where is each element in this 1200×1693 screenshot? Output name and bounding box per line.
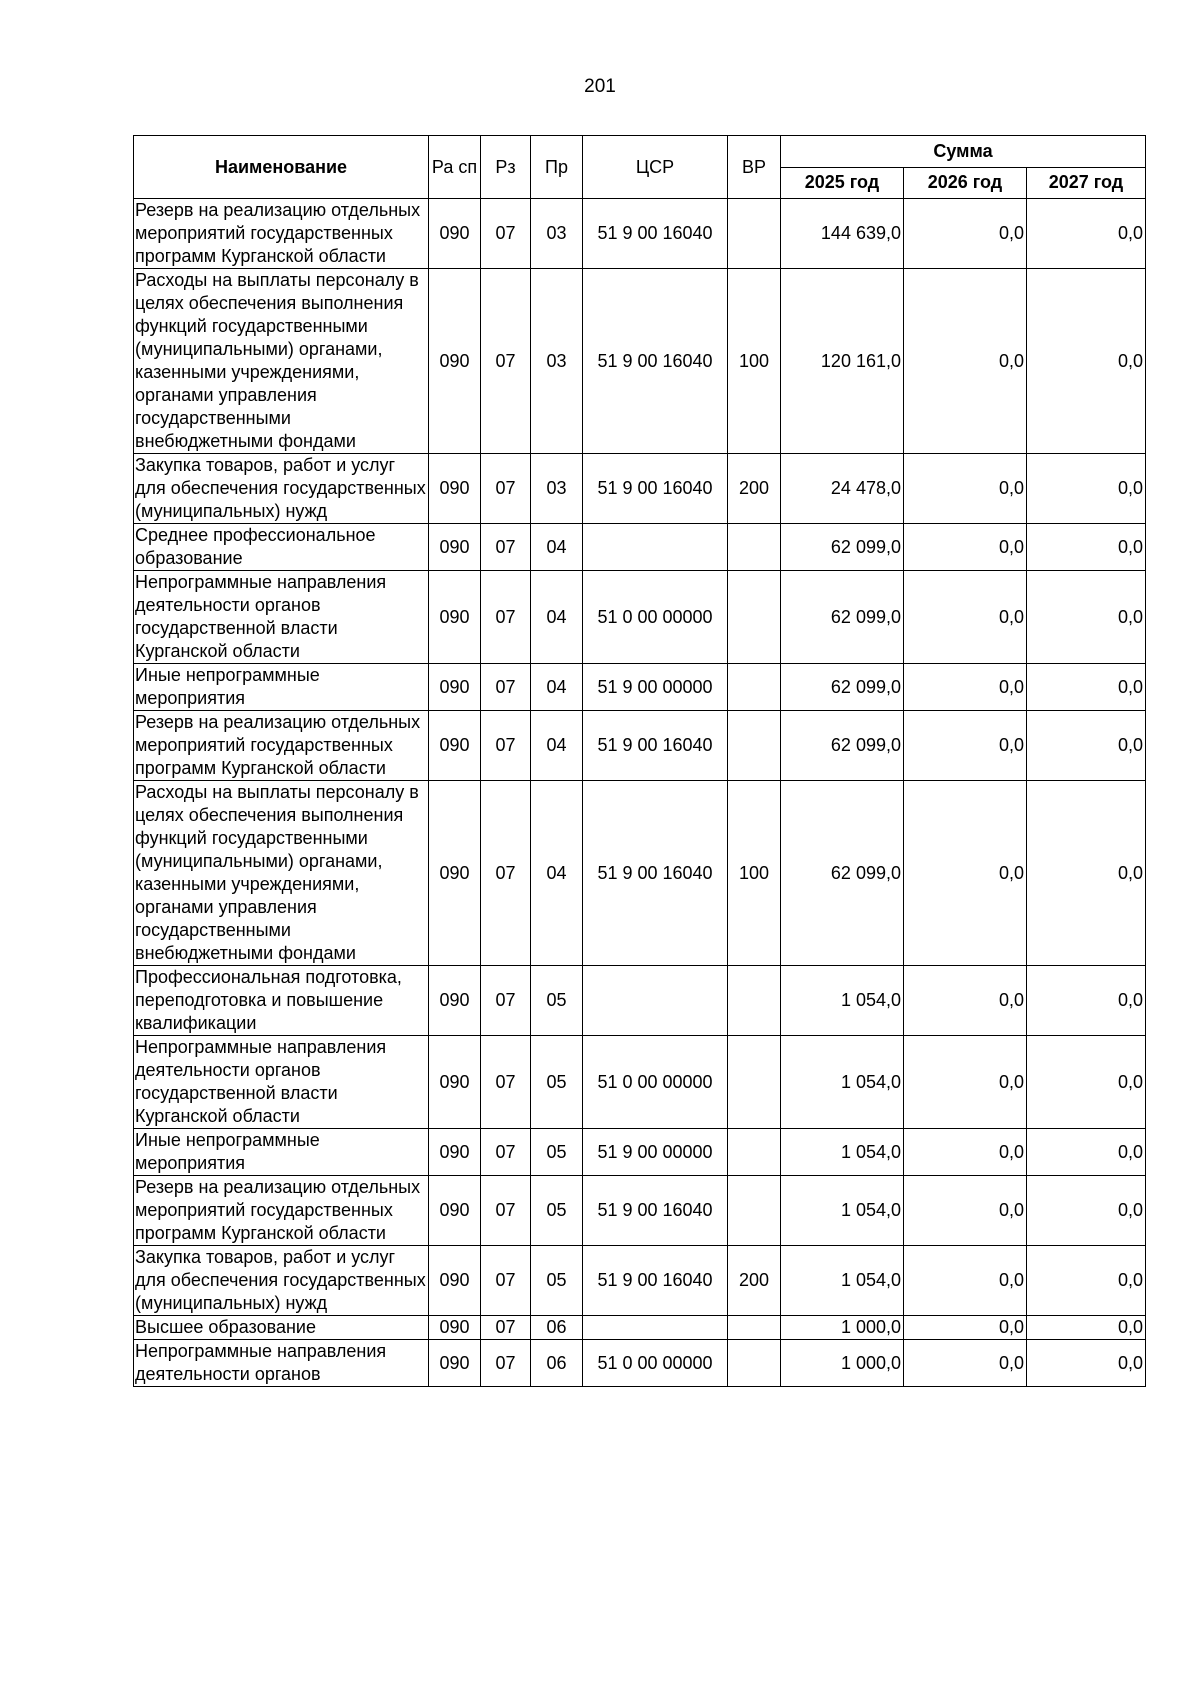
cell-sum-2025: 24 478,0 [781,454,904,524]
cell-sum-2027: 0,0 [1027,711,1146,781]
cell-sum-2027: 0,0 [1027,1036,1146,1129]
cell-sum-2026: 0,0 [904,199,1027,269]
cell-rz: 07 [481,1036,531,1129]
cell-csr [583,524,728,571]
cell-csr [583,966,728,1036]
cell-csr: 51 9 00 16040 [583,199,728,269]
cell-rz: 07 [481,781,531,966]
cell-rasp: 090 [429,269,481,454]
header-sum: Сумма [781,136,1146,168]
cell-pr: 05 [531,1036,583,1129]
table-body [134,199,1146,1387]
cell-rz: 07 [481,1340,531,1387]
cell-sum-2026: 0,0 [904,1176,1027,1246]
cell-sum-2027: 0,0 [1027,454,1146,524]
table-row [134,571,1146,664]
cell-pr: 05 [531,1129,583,1176]
cell-csr: 51 9 00 16040 [583,269,728,454]
cell-vr: 100 [728,781,781,966]
cell-vr [728,1316,781,1340]
table-row [134,711,1146,781]
cell-name: Резерв на реализацию отдельных мероприятий государственных программ Курганской области [134,199,429,269]
cell-sum-2026: 0,0 [904,1036,1027,1129]
cell-sum-2027: 0,0 [1027,664,1146,711]
cell-sum-2027: 0,0 [1027,1129,1146,1176]
cell-vr: 100 [728,269,781,454]
cell-sum-2025: 1 000,0 [781,1340,904,1387]
cell-csr: 51 0 00 00000 [583,1340,728,1387]
cell-pr: 03 [531,269,583,454]
cell-pr: 04 [531,781,583,966]
cell-csr: 51 9 00 16040 [583,454,728,524]
cell-sum-2026: 0,0 [904,966,1027,1036]
cell-name: Иные непрограммные мероприятия [134,1129,429,1176]
cell-rz: 07 [481,524,531,571]
cell-vr [728,1036,781,1129]
cell-rasp: 090 [429,1316,481,1340]
cell-rz: 07 [481,1176,531,1246]
cell-name: Среднее профессиональное образование [134,524,429,571]
cell-sum-2026: 0,0 [904,524,1027,571]
cell-sum-2026: 0,0 [904,454,1027,524]
cell-sum-2027: 0,0 [1027,199,1146,269]
cell-sum-2025: 62 099,0 [781,781,904,966]
page-number: 201 [584,76,616,97]
cell-sum-2027: 0,0 [1027,781,1146,966]
cell-sum-2025: 62 099,0 [781,524,904,571]
cell-rasp: 090 [429,1340,481,1387]
cell-sum-2025: 1 054,0 [781,1176,904,1246]
cell-vr [728,1129,781,1176]
cell-name: Расходы на выплаты персоналу в целях обеспечения выполнения функций государственными (муниципальными) органами, казенными учреждениями, органами управления государственными внебюджетными фондами [134,781,429,966]
cell-sum-2026: 0,0 [904,571,1027,664]
cell-pr: 06 [531,1340,583,1387]
header-rz: Рз [481,136,531,199]
cell-sum-2026: 0,0 [904,781,1027,966]
cell-rasp: 090 [429,1036,481,1129]
table-row [134,781,1146,966]
cell-csr: 51 0 00 00000 [583,1036,728,1129]
cell-sum-2027: 0,0 [1027,1316,1146,1340]
cell-pr: 03 [531,199,583,269]
cell-name: Резерв на реализацию отдельных мероприятий государственных программ Курганской области [134,711,429,781]
header-name: Наименование [134,136,429,199]
cell-rasp: 090 [429,454,481,524]
cell-csr [583,1316,728,1340]
cell-rasp: 090 [429,1176,481,1246]
cell-sum-2025: 1 000,0 [781,1316,904,1340]
cell-name: Закупка товаров, работ и услуг для обеспечения государственных (муниципальных) нужд [134,454,429,524]
cell-name: Высшее образование [134,1316,429,1340]
budget-table [133,135,1146,1387]
cell-vr [728,711,781,781]
cell-rasp: 090 [429,1129,481,1176]
cell-rz: 07 [481,454,531,524]
cell-vr [728,1176,781,1246]
cell-csr: 51 9 00 16040 [583,1176,728,1246]
table-row [134,1316,1146,1340]
cell-sum-2025: 1 054,0 [781,1246,904,1316]
header-rasp: Ра сп [429,136,481,199]
header-pr: Пр [531,136,583,199]
cell-sum-2025: 62 099,0 [781,571,904,664]
table-row [134,199,1146,269]
cell-name: Иные непрограммные мероприятия [134,664,429,711]
cell-sum-2025: 120 161,0 [781,269,904,454]
cell-vr: 200 [728,454,781,524]
cell-vr [728,1340,781,1387]
cell-csr: 51 9 00 16040 [583,781,728,966]
cell-rasp: 090 [429,199,481,269]
table-row [134,454,1146,524]
cell-csr: 51 0 00 00000 [583,571,728,664]
cell-rz: 07 [481,1246,531,1316]
cell-sum-2025: 1 054,0 [781,1129,904,1176]
cell-pr: 04 [531,711,583,781]
cell-rz: 07 [481,269,531,454]
cell-name: Непрограммные направления деятельности органов [134,1340,429,1387]
cell-sum-2026: 0,0 [904,1316,1027,1340]
cell-pr: 04 [531,571,583,664]
cell-pr: 06 [531,1316,583,1340]
cell-rasp: 090 [429,664,481,711]
header-2027: 2027 год [1027,167,1146,199]
cell-sum-2027: 0,0 [1027,571,1146,664]
cell-rz: 07 [481,571,531,664]
cell-sum-2027: 0,0 [1027,1176,1146,1246]
table-row [134,1176,1146,1246]
cell-sum-2025: 1 054,0 [781,966,904,1036]
cell-pr: 03 [531,454,583,524]
cell-csr: 51 9 00 00000 [583,664,728,711]
cell-name: Расходы на выплаты персоналу в целях обеспечения выполнения функций государственными (муниципальными) органами, казенными учреждениями, органами управления государственными внебюджетными фондами [134,269,429,454]
cell-vr [728,524,781,571]
cell-rz: 07 [481,664,531,711]
cell-sum-2026: 0,0 [904,711,1027,781]
table-row [134,1129,1146,1176]
cell-vr: 200 [728,1246,781,1316]
cell-sum-2027: 0,0 [1027,966,1146,1036]
cell-sum-2025: 62 099,0 [781,711,904,781]
cell-csr: 51 9 00 16040 [583,1246,728,1316]
cell-pr: 04 [531,524,583,571]
cell-pr: 05 [531,966,583,1036]
cell-vr [728,571,781,664]
cell-rz: 07 [481,711,531,781]
cell-vr [728,664,781,711]
cell-sum-2025: 1 054,0 [781,1036,904,1129]
cell-rasp: 090 [429,1246,481,1316]
cell-name: Непрограммные направления деятельности органов государственной власти Курганской области [134,1036,429,1129]
table-row [134,1036,1146,1129]
header-vr: ВР [728,136,781,199]
cell-rz: 07 [481,199,531,269]
cell-rasp: 090 [429,524,481,571]
cell-sum-2026: 0,0 [904,269,1027,454]
table-header [134,136,1146,199]
cell-pr: 05 [531,1246,583,1316]
cell-vr [728,966,781,1036]
table-row [134,524,1146,571]
cell-sum-2027: 0,0 [1027,1246,1146,1316]
table-row [134,664,1146,711]
table-row [134,1340,1146,1387]
cell-sum-2025: 144 639,0 [781,199,904,269]
header-2026: 2026 год [904,167,1027,199]
cell-rasp: 090 [429,781,481,966]
cell-name: Резерв на реализацию отдельных мероприятий государственных программ Курганской области [134,1176,429,1246]
cell-vr [728,199,781,269]
table-row [134,966,1146,1036]
cell-rz: 07 [481,1316,531,1340]
cell-csr: 51 9 00 16040 [583,711,728,781]
header-csr: ЦСР [583,136,728,199]
cell-sum-2026: 0,0 [904,664,1027,711]
table-row [134,1246,1146,1316]
cell-name: Профессиональная подготовка, переподготовка и повышение квалификации [134,966,429,1036]
header-2025: 2025 год [781,167,904,199]
cell-sum-2027: 0,0 [1027,269,1146,454]
cell-rasp: 090 [429,711,481,781]
cell-sum-2027: 0,0 [1027,1340,1146,1387]
cell-rz: 07 [481,1129,531,1176]
cell-rz: 07 [481,966,531,1036]
cell-rasp: 090 [429,571,481,664]
cell-sum-2026: 0,0 [904,1246,1027,1316]
cell-sum-2025: 62 099,0 [781,664,904,711]
table-row [134,269,1146,454]
cell-csr: 51 9 00 00000 [583,1129,728,1176]
cell-sum-2026: 0,0 [904,1129,1027,1176]
cell-rasp: 090 [429,966,481,1036]
cell-name: Закупка товаров, работ и услуг для обеспечения государственных (муниципальных) нужд [134,1246,429,1316]
cell-pr: 04 [531,664,583,711]
cell-sum-2026: 0,0 [904,1340,1027,1387]
cell-sum-2027: 0,0 [1027,524,1146,571]
cell-name: Непрограммные направления деятельности органов государственной власти Курганской области [134,571,429,664]
cell-pr: 05 [531,1176,583,1246]
